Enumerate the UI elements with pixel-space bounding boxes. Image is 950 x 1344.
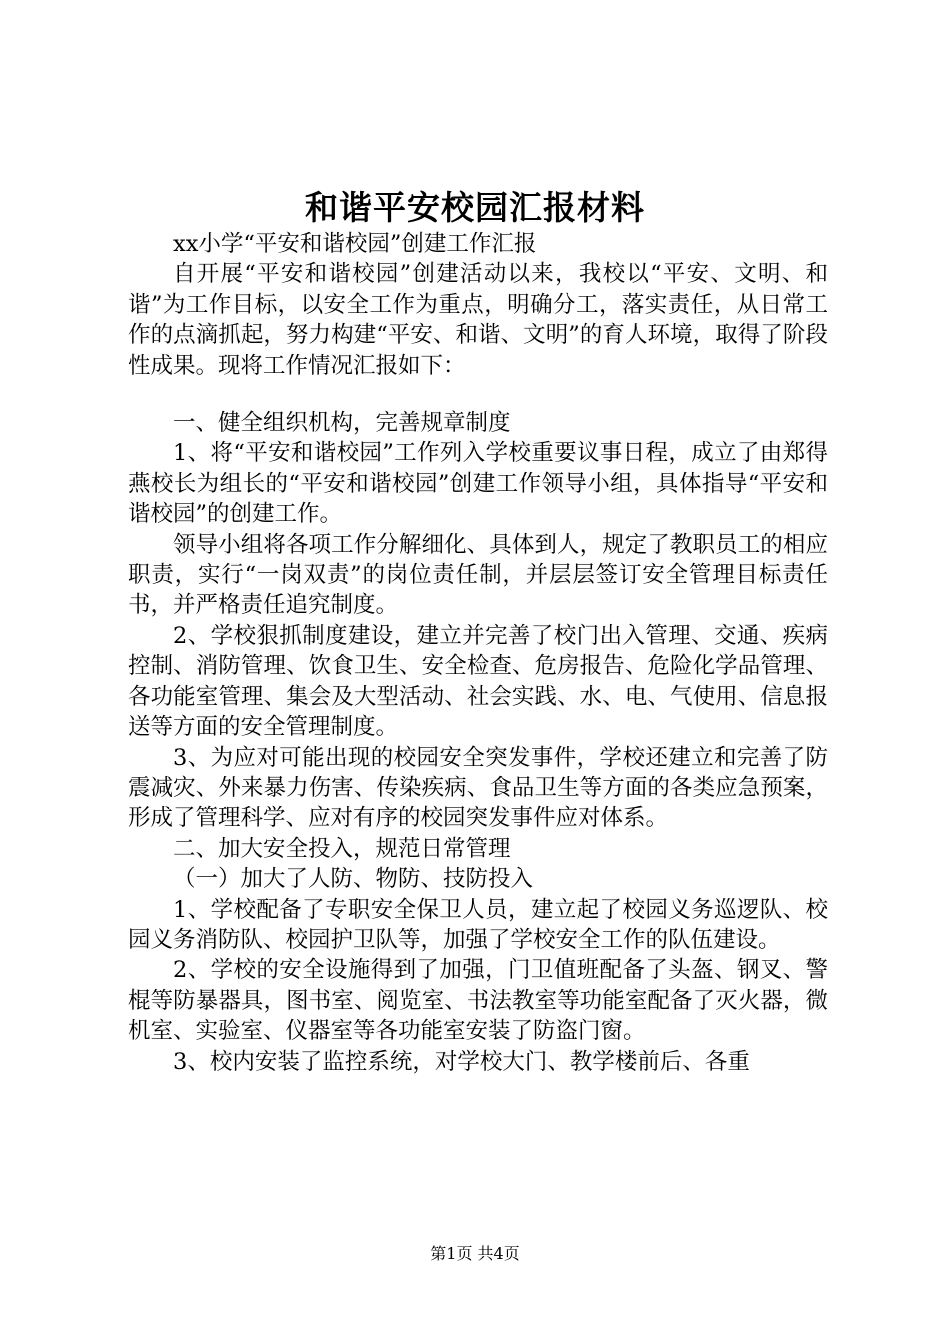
body-paragraph: 3、校内安装了监控系统，对学校大门、教学楼前后、各重 <box>173 1048 750 1075</box>
subtitle-line: xx小学“平安和谐校园”创建工作汇报 <box>173 231 537 257</box>
section-heading-2: 二、加大安全投入，规范日常管理 <box>173 835 511 862</box>
page-number-footer: 第1页 共4页 <box>430 1244 520 1263</box>
body-paragraph: 1、将“平安和谐校园”工作列入学校重要议事日程，成立了由郑得燕校长为组长的“平安和谐校园”创建工作领导小组，具体指导“平安和谐校园”的创建工作。 <box>128 440 828 528</box>
body-paragraph: 2、学校狠抓制度建设，建立并完善了校门出入管理、交通、疾病控制、消防管理、饮食卫生、安全检查、危房报告、危险化学品管理、各功能室管理、集会及大型活动、社会实践、水、电、气使用、信息报送等方面的安全管理制度。 <box>128 622 828 741</box>
subsection-heading: （一）加大了人防、物防、技防投入 <box>173 866 534 893</box>
document-title: 和谐平安校园汇报材料 <box>305 188 645 227</box>
body-paragraph: 1、学校配备了专职安全保卫人员，建立起了校园义务巡逻队、校园义务消防队、校园护卫队等，加强了学校安全工作的队伍建设。 <box>128 896 828 953</box>
document-body <box>128 229 828 1077</box>
body-paragraph: 2、学校的安全设施得到了加强，门卫值班配备了头盔、钢叉、警棍等防暴器具，图书室、阅览室、书法教室等功能室配备了灭火器，微机室、实验室、仪器室等各功能室安装了防盗门窗。 <box>128 957 828 1045</box>
body-paragraph: 领导小组将各项工作分解细化、具体到人，规定了教职员工的相应职责，实行“一岗双责”的岗位责任制，并层层签订安全管理目标责任书，并严格责任追究制度。 <box>128 531 828 619</box>
intro-paragraph: 自开展“平安和谐校园”创建活动以来，我校以“平安、文明、和谐”为工作目标，以安全工作为重点，明确分工，落实责任，从日常工作的点滴抓起，努力构建“平安、和谐、文明”的育人环境，取得了阶段性成果。现将工作情况汇报如下： <box>128 261 828 379</box>
body-paragraph: 3、为应对可能出现的校园安全突发事件，学校还建立和完善了防震减灾、外来暴力伤害、传染疾病、食品卫生等方面的各类应急预案，形成了管理科学、应对有序的校园突发事件应对体系。 <box>128 744 828 832</box>
section-heading-1: 一、健全组织机构，完善规章制度 <box>173 410 511 437</box>
